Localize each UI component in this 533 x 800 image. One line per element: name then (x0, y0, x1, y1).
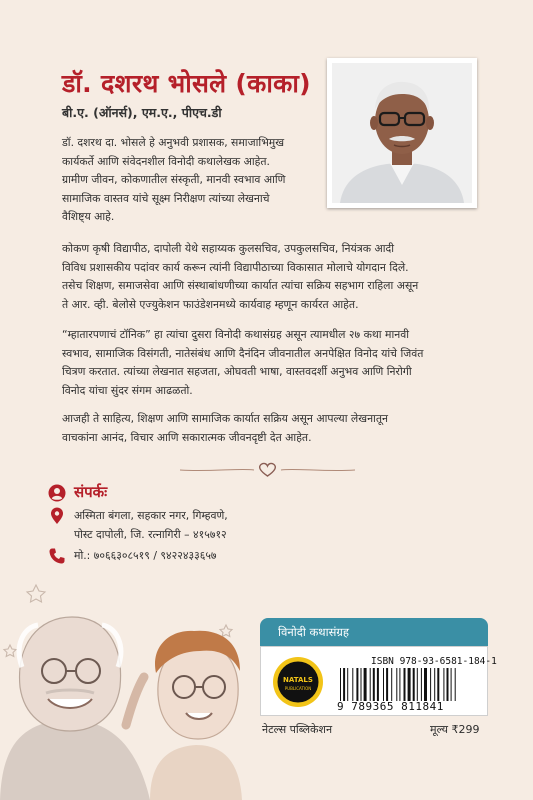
svg-text:PUBLICATION: PUBLICATION (284, 686, 312, 691)
bio-paragraph-3: “म्हातारपणाचं टॉनिक” हा त्यांचा दुसरा विनोदी कथासंग्रह असून त्यामधील २७ कथा मानवी स्वभाव, सामाजिक विसंगती, नातेसंबंध आणि दैनंदिन जीवनातील अनपेक्षित विनोद यांचे जिवंत चित्रण करतात. त्यांच्या लेखनात सहजता, ओघवती भाषा, वास्तवदर्शी अनुभव आणि निरोगी विनोद यांचा सुंदर संगम आढळतो. (62, 328, 424, 397)
contact-heading: संपर्कः (48, 482, 107, 502)
map-pin-icon (48, 507, 66, 525)
isbn-barcode-panel (260, 646, 497, 716)
barcode-digits: 9 789365 811841 (337, 700, 444, 713)
author-portrait-image (332, 63, 472, 203)
bio-paragraph-1: डॉ. दशरथ दा. भोसले हे अनुभवी प्रशासक, समाजाभिमुख कार्यकर्ते आणि संवेदनशील विनोदी कथालेखक आहेत. ग्रामीण जीवन, कोकणातील संस्कृती, मानवी स्वभाव आणि सामाजिक वास्तव यांचे सूक्ष्म निरीक्षण त्यांच्या लेखनाचे वैशिष्ट्य आहे. (62, 136, 286, 223)
heart-icon (260, 463, 276, 476)
phone-icon (48, 547, 66, 565)
bio-paragraph-4: आजही ते साहित्य, शिक्षण आणि सामाजिक कार्यात सक्रिय असून आपल्या लेखनातून वाचकांना आनंद, विचार आणि सकारात्मक जीवनदृष्टी देत आहेत. (62, 412, 389, 444)
barcode (339, 668, 481, 701)
contact-phone: मो.: ७०६६३०८५१९ / ९४२२४३३६५७ (48, 546, 217, 565)
user-circle-icon (48, 484, 66, 502)
publisher-name: नेटल्स पब्लिकेशन (262, 723, 333, 736)
book-price: मूल्य ₹299 (430, 723, 480, 736)
isbn-number: ISBN 978-93-6581-184-1 (371, 656, 497, 667)
author-name: डॉ. दशरथ भोसले (काका) (62, 69, 311, 98)
publisher-logo (272, 656, 324, 708)
svg-text:NATALS: NATALS (283, 676, 313, 684)
heart-divider (180, 460, 355, 480)
genre-tag: विनोदी कथासंग्रह (260, 618, 488, 646)
grandfather-child-illustration (0, 575, 260, 800)
author-photo (327, 58, 477, 208)
bio-paragraph-2: कोकण कृषी विद्यापीठ, दापोली येथे सहाय्यक कुलसचिव, उपकुलसचिव, नियंत्रक आदी विविध प्रशासकीय पदांवर कार्य करून त्यांनी विद्यापीठाच्या विकासात मोलाचे योगदान दिले. तसेच शिक्षण, समाजसेवा आणि संस्थाबांधणीच्या कार्यात त्यांचा सक्रिय सहभाग राहिला असून ते आर. व्ही. बेलोसे एज्युकेशन फाउंडेशनमध्ये कार्यवाह म्हणून कार्यरत आहेत. (62, 242, 419, 311)
author-degrees: बी.ए. (ऑनर्स), एम.ए., पीएच.डी (62, 105, 222, 120)
contact-address: अस्मिता बंगला, सहकार नगर, गिम्हवणे, पोस्ट दापोली, जि. रत्नागिरी – ४१५७१२ (48, 506, 228, 544)
